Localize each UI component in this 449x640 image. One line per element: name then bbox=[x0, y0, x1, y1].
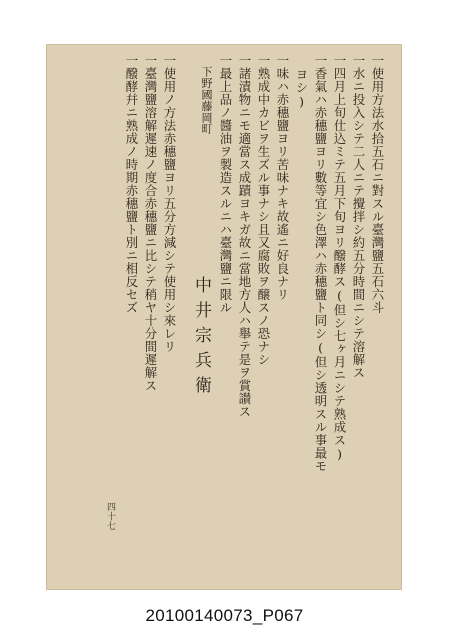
text-line-7: 一熟成中カビヲ生ズル事ナシ且又腐敗ヲ醸スノ恐ナシ bbox=[256, 54, 271, 366]
text-line-14: 一醱酵幷ニ熟成ノ時期赤穗鹽ト別ニ相反セズ bbox=[124, 54, 139, 314]
text-line-1: 一使用方法水拾五石ニ對スル臺灣鹽五石六斗 bbox=[370, 54, 385, 314]
text-line-9: 一最上品ノ醬油ヲ製造スルニハ臺灣鹽ニ限ル bbox=[218, 54, 233, 314]
text-line-13: 一臺灣鹽溶解遲速ノ度合赤穗鹽ニ比シテ稍ヤ十分間遲解ス bbox=[143, 54, 158, 392]
text-line-3: 一四月上旬仕込ミテ五月下旬ヨリ醱酵ス(但シ七ヶ月ニシテ熟成ス) bbox=[332, 54, 347, 463]
text-line-6: 一味ハ赤穗鹽ヨリ苦味ナキ故遙ニ好良ナリ bbox=[275, 54, 290, 301]
page-number: 四十七 bbox=[105, 502, 115, 531]
text-line-5: ヨシ) bbox=[294, 68, 309, 110]
text-line-4: 一香氣ハ赤穗鹽ヨリ數等宜シ色澤ハ赤穗鹽ト同シ(但シ透明スル事最モ bbox=[313, 54, 328, 473]
document-page bbox=[46, 44, 402, 590]
signature-place: 下野國藤岡町 bbox=[200, 66, 213, 135]
signature-name: 中井宗兵衛 bbox=[191, 276, 211, 401]
text-line-12: 一使用ノ方法赤穗鹽ヨリ五分方減シテ使用シ來レリ bbox=[162, 54, 177, 353]
text-line-8: 一諸漬物ニモ適當ス成蹟ヨキガ故ニ當地方人ハ舉テ是ヲ賞讃ス bbox=[237, 54, 252, 418]
text-line-2: 一水ニ投入シテ二人ニテ攪拌シ約五分時間ニシテ溶解ス bbox=[351, 54, 366, 379]
image-caption: 20100140073_P067 bbox=[145, 606, 304, 625]
